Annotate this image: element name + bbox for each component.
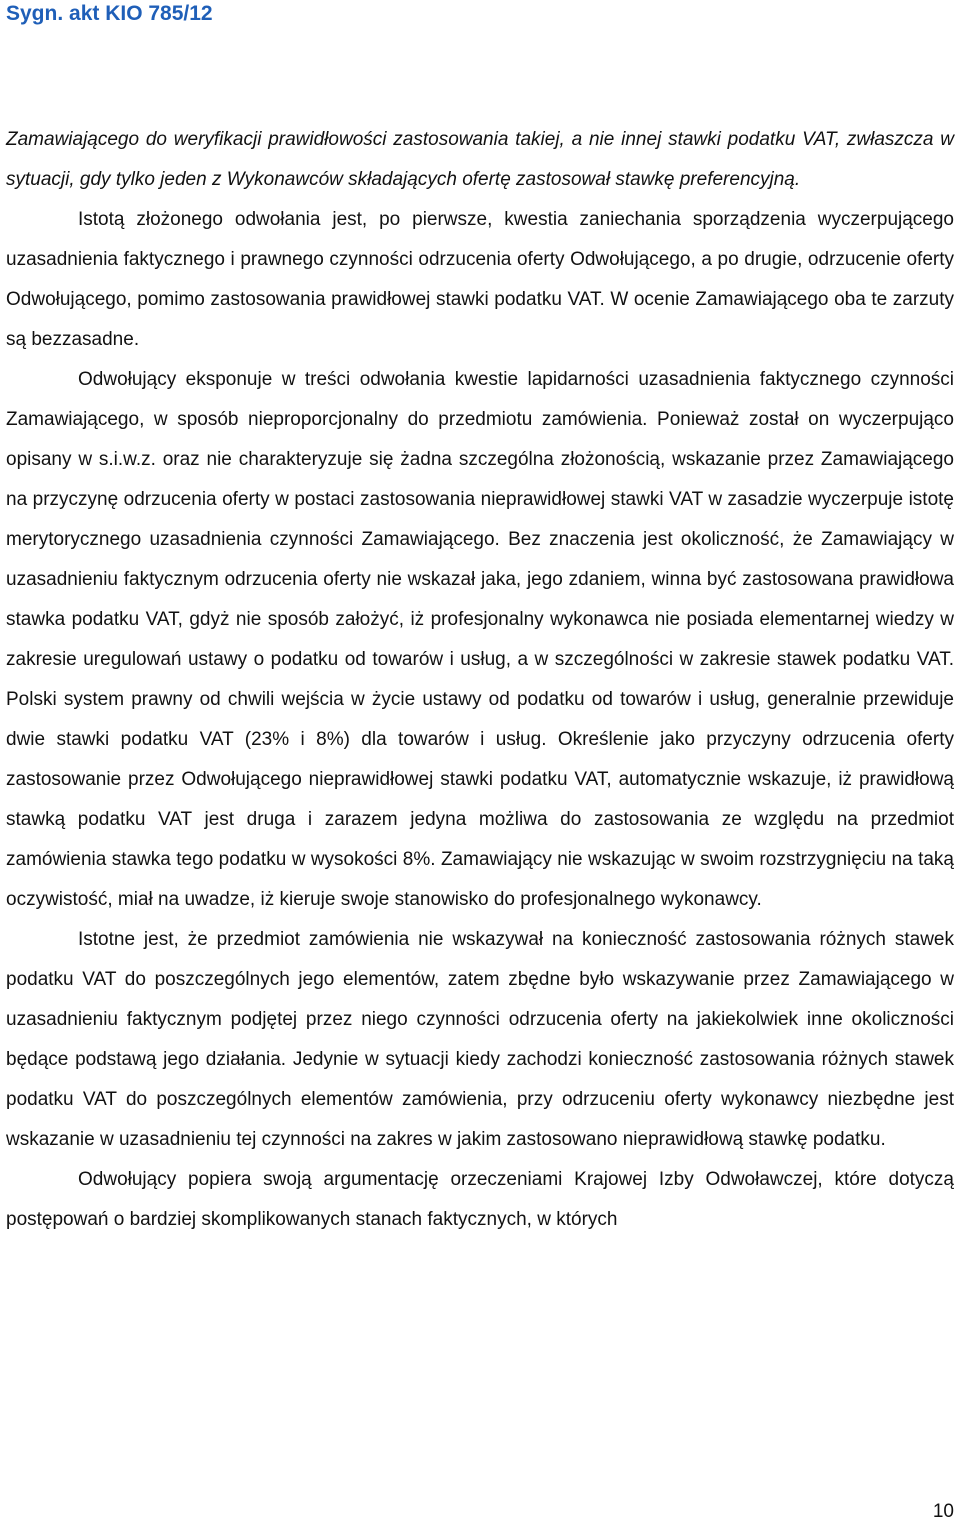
case-number-header: Sygn. akt KIO 785/12: [6, 2, 213, 25]
page-number: 10: [932, 1501, 954, 1522]
paragraph-vat-rates: Istotne jest, że przedmiot zamówienia nie wskazywał na konieczność zastosowania różnych stawek podatku VAT do poszczególnych jego elementów, zatem zbędne było wskazywanie przez Zamawiającego w uzasadnieniu faktycznym podjętej przez niego czynności odrzucenia oferty na jakiekolwiek inne okoliczności będące podstawą jego działania. Jedynie w sytuacji kiedy zachodzi konieczność zastosowania różnych stawek podatku VAT do poszczególnych elementów zamówienia, przy odrzuceniu oferty wykonawcy niezbędne jest wskazanie w uzasadnieniu tej czynności na zakres w jakim zastosowano nieprawidłową stawkę podatku.: [6, 929, 954, 1150]
document-body: [6, 120, 954, 1240]
paragraph-case-law: Odwołujący popiera swoją argumentację orzeczeniami Krajowej Izby Odwoławczej, które dotyczą postępowań o bardziej skomplikowanych stanach faktycznych, w których: [6, 1169, 954, 1230]
paragraph-continuation: Zamawiającego do weryfikacji prawidłowości zastosowania takiej, a nie innej stawki podatku VAT, zwłaszcza w sytuacji, gdy tylko jeden z Wykonawców składających ofertę zastosował stawkę preferencyjną.: [6, 129, 954, 190]
paragraph-justification-argument: Odwołujący eksponuje w treści odwołania kwestie lapidarności uzasadnienia faktycznego czynności Zamawiającego, w sposób nieproporcjonalny do przedmiotu zamówienia. Ponieważ został on wyczerpująco opisany w s.i.w.z. oraz nie charakteryzuje się żadna szczególna złożonością, wskazanie przez Zamawiającego na przyczynę odrzucenia oferty w postaci zastosowania nieprawidłowej stawki VAT w zasadzie wyczerpuje istotę merytorycznego uzasadnienia czynności Zamawiającego. Bez znaczenia jest okoliczność, że Zamawiający w uzasadnieniu faktycznym odrzucenia oferty nie wskazał jaka, jego zdaniem, winna być zastosowana prawidłowa stawka podatku VAT, gdyż nie sposób założyć, iż profesjonalny wykonawca nie posiada elementarnej wiedzy w zakresie uregulowań ustawy o podatku od towarów i usług, a w szczególności w zakresie stawek podatku VAT. Polski system prawny od chwili wejścia w życie ustawy od podatku od towarów i usług, generalnie przewiduje dwie stawki podatku VAT (23% i 8%) dla towarów i usług. Określenie jako przyczyny odrzucenia oferty zastosowanie przez Odwołującego nieprawidłowej stawki podatku VAT, automatycznie wskazuje, iż prawidłową stawką podatku VAT jest druga i zarazem jedyna możliwa do zastosowania ze względu na przedmiot zamówienia stawka tego podatku w wysokości 8%. Zamawiający nie wskazując w swoim rozstrzygnięciu na taką oczywistość, miał na uwadze, iż kieruje swoje stanowisko do profesjonalnego wykonawcy.: [6, 369, 954, 910]
paragraph-appeal-essence: Istotą złożonego odwołania jest, po pierwsze, kwestia zaniechania sporządzenia wyczerpującego uzasadnienia faktycznego i prawnego czynności odrzucenia oferty Odwołującego, a po drugie, odrzucenie oferty Odwołującego, pomimo zastosowania prawidłowej stawki podatku VAT. W ocenie Zamawiającego oba te zarzuty są bezzasadne.: [6, 209, 954, 350]
